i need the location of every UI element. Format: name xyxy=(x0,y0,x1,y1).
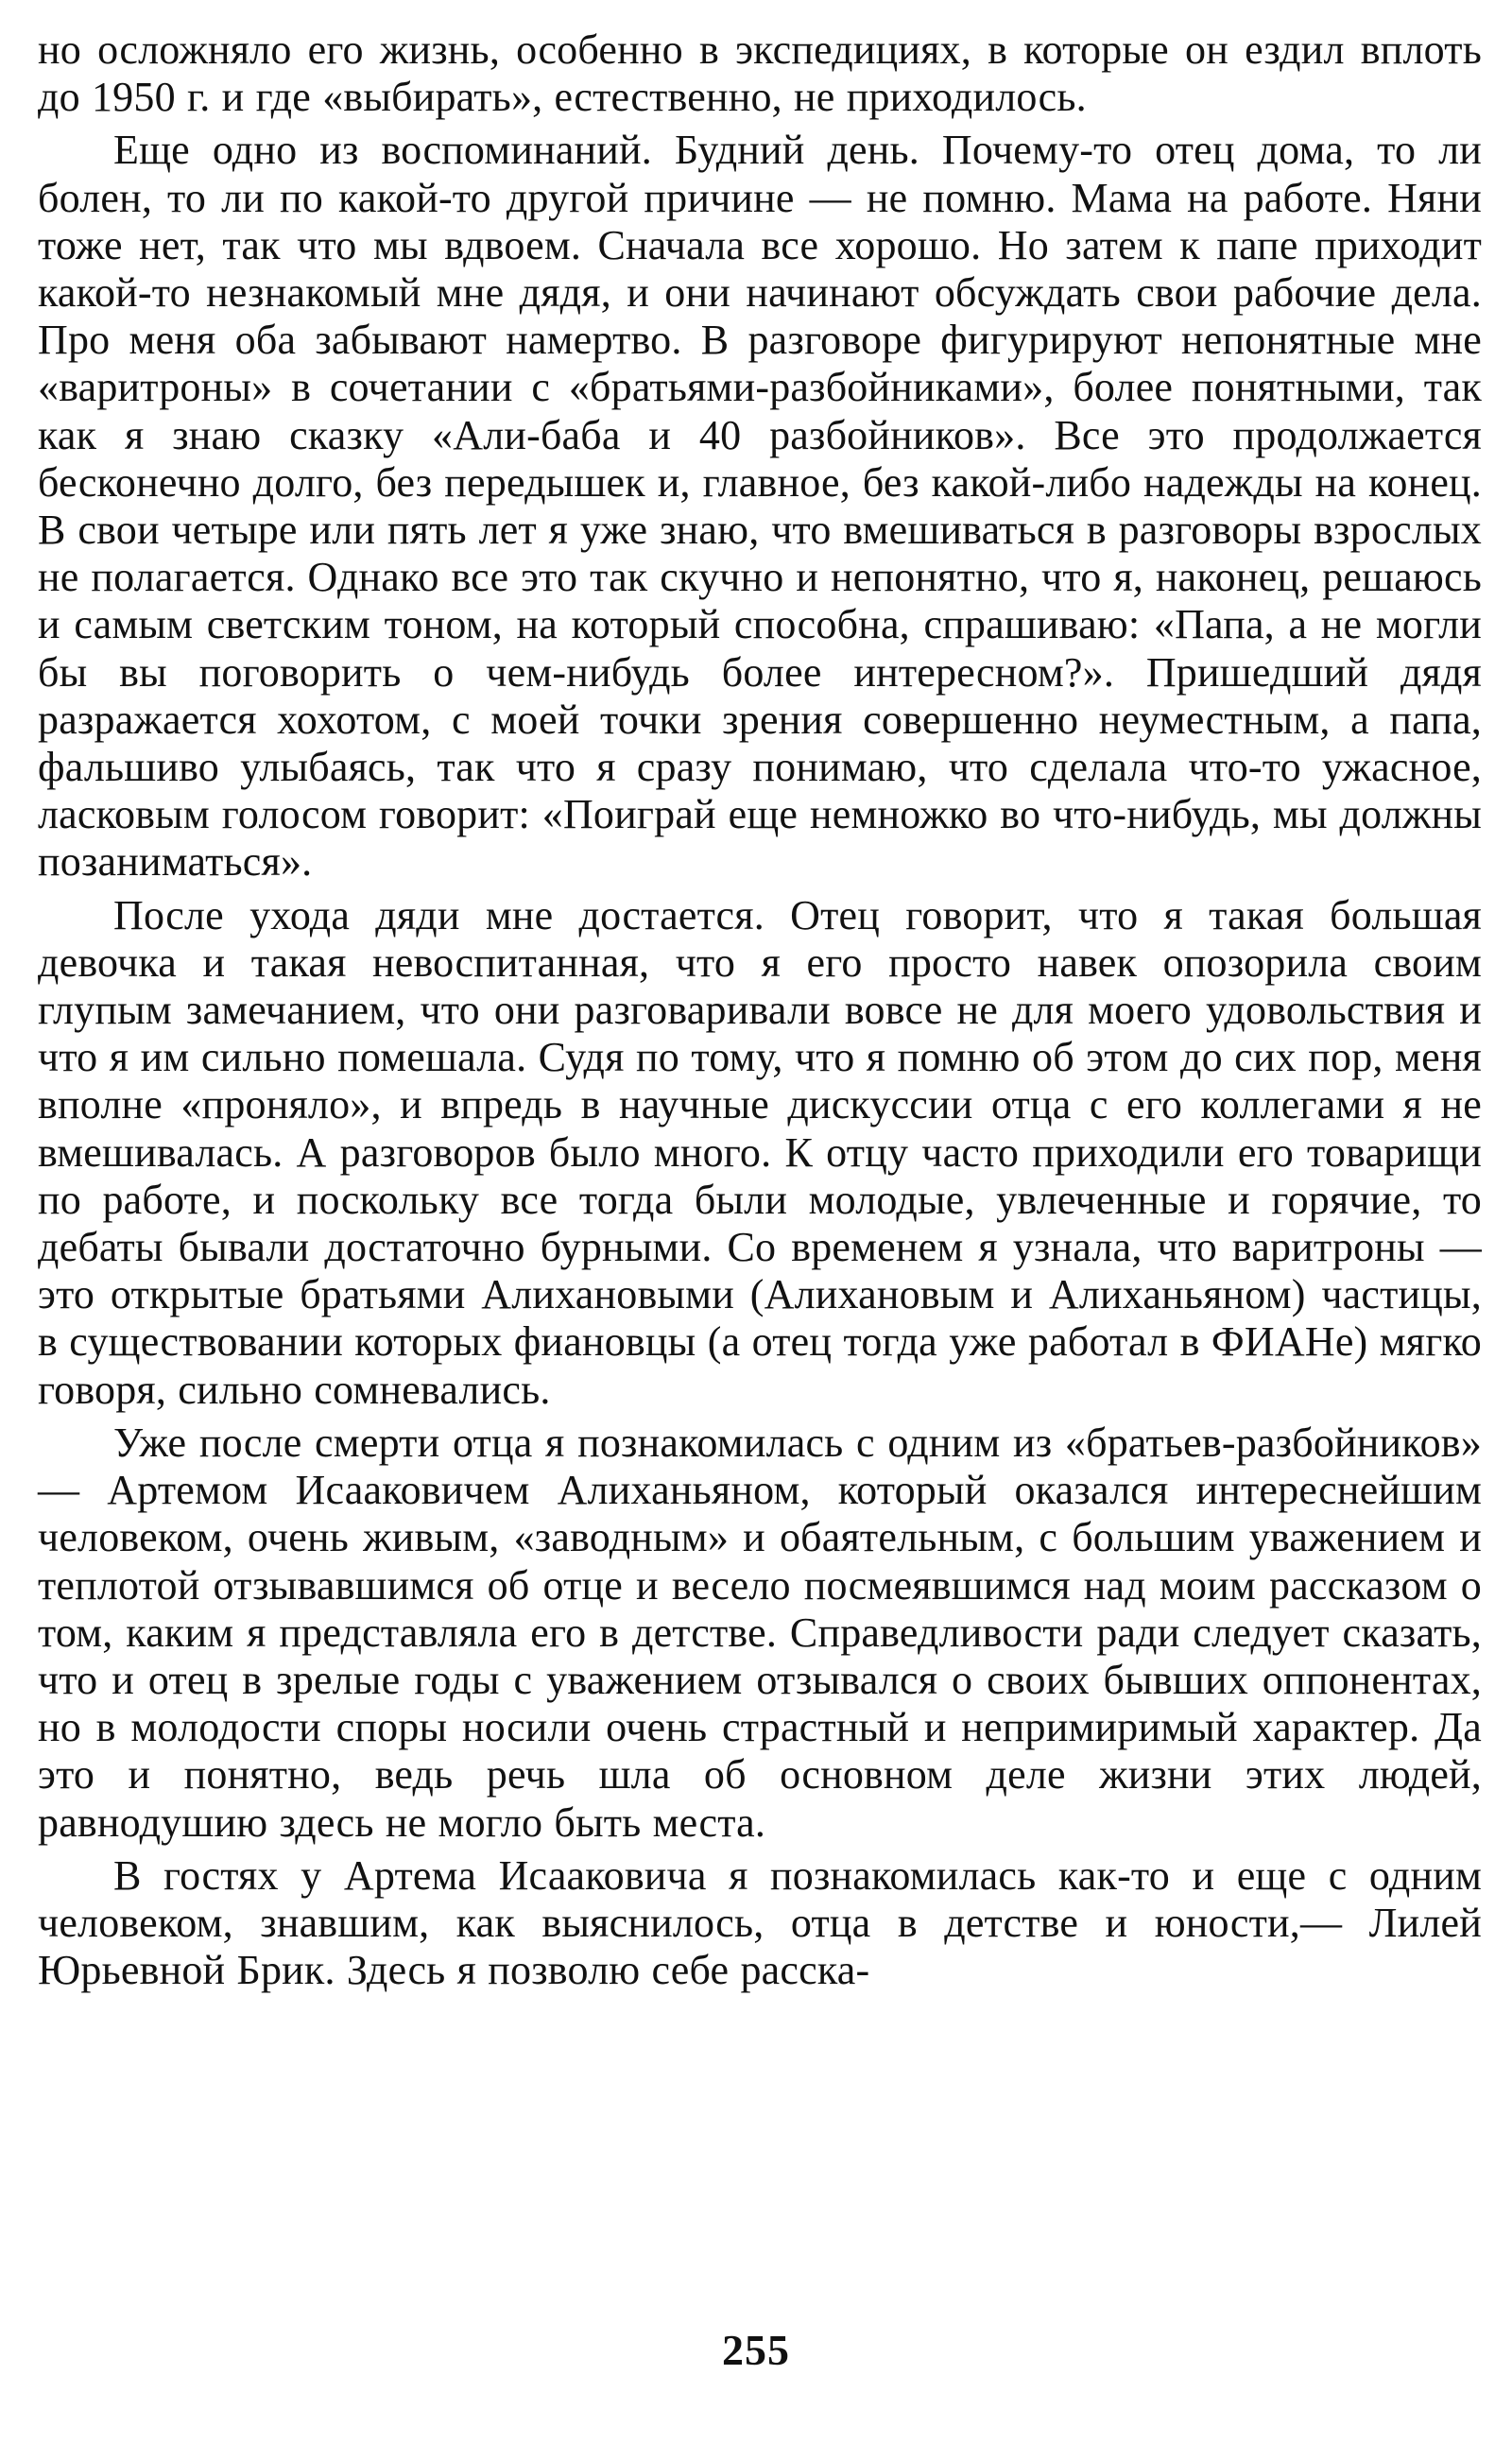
paragraph-4: Уже после смерти отца я познакомилась с одним из «братьев-разбойников» — Артемом Исааковичем Алиханьяном, который оказался интереснейшим человеком, очень живым, «заводным» и обаятельным, с большим уважением и теплотой отзывавшимся об отце и весело посмеявшимся над моим рассказом о том, каким я представляла его в детстве. Справедливости ради следует сказать, что и отец в зрелые годы с уважением отзывался о своих бывших оппонентах, но в молодости споры носили очень страстный и непримиримый характер. Да это и понятно, ведь речь шла об основном деле жизни этих людей, равнодушию здесь не могло быть места. xyxy=(38,1419,1482,1846)
paragraph-2: Еще одно из воспоминаний. Будний день. Почему-то отец дома, то ли болен, то ли по какой-то другой причине — не помню. Мама на работе. Няни тоже нет, так что мы вдвоем. Сначала все хорошо. Но затем к папе приходит какой-то незнакомый мне дядя, и они начинают обсуждать свои рабочие дела. Про меня оба забывают намертво. В разговоре фигурируют непонятные мне «варитроны» в сочетании с «братьями-разбойниками», более понятными, так как я знаю сказку «Али-баба и 40 разбойников». Все это продолжается бесконечно долго, без передышек и, главное, без какой-либо надежды на конец. В свои четыре или пять лет я уже знаю, что вмешиваться в разговоры взрослых не полагается. Однако все это так скучно и непонятно, что я, наконец, решаюсь и самым светским тоном, на который способна, спрашиваю: «Папа, а не могли бы вы поговорить о чем-нибудь более интересном?». Пришедший дядя разражается хохотом, с моей точки зрения совершенно неуместным, а папа, фальшиво улыбаясь, так что я сразу понимаю, что сделала что-то ужасное, ласковым голосом говорит: «Поиграй еще немножко во что-нибудь, мы должны позаниматься». xyxy=(38,127,1482,886)
book-page xyxy=(38,26,1482,2427)
page-number: 255 xyxy=(722,2326,790,2374)
paragraph-5: В гостях у Артема Исааковича я познакомилась как-то и еще с одним человеком, знавшим, как выяснилось, отца в детстве и юности,— Лилей Юрьевной Брик. Здесь я позволю себе расска- xyxy=(38,1851,1482,1994)
page-text xyxy=(38,26,1482,1994)
paragraph-3: После ухода дяди мне достается. Отец говорит, что я такая большая девочка и такая невоспитанная, что я его просто навек опозорила своим глупым замечанием, что они разговаривали вовсе не для моего удовольствия и что я им сильно помешала. Судя по тому, что я помню об этом до сих пор, меня вполне «проняло», и впредь в научные дискуссии отца с его коллегами я не вмешивалась. А разговоров было много. К отцу часто приходили его товарищи по работе, и поскольку все тогда были молодые, увлеченные и горячие, то дебаты бывали достаточно бурными. Со временем я узнала, что варитроны — это открытые братьями Алихановыми (Алихановым и Алиханьяном) частицы, в существовании которых фиановцы (а отец тогда уже работал в ФИАНе) мягко говоря, сильно сомневались. xyxy=(38,891,1482,1413)
paragraph-1: но осложняло его жизнь, особенно в экспедициях, в которые он ездил вплоть до 1950 г. и где «выбирать», естественно, не приходилось. xyxy=(38,26,1482,121)
